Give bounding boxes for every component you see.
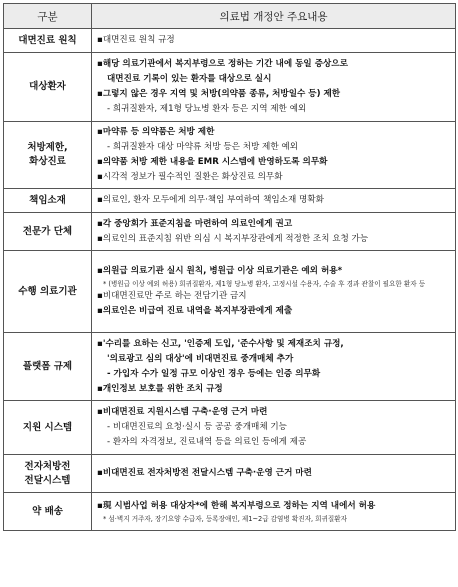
row-content (92, 213, 456, 251)
table-row (4, 213, 456, 251)
content-line: - 가입자 수가 일정 규모 이상인 경우 등에는 인증 의무화 (107, 368, 321, 379)
row-content (92, 333, 456, 401)
content-line: ▪대면진료 원칙 규정 (97, 35, 175, 45)
content-line: - 희귀질환자, 제1형 당뇨병 환자 등은 지역 제한 예외 (107, 104, 307, 114)
content-line: '의료광고 심의 대상'에 비대면진료 중개매체 추가 (107, 353, 294, 364)
row-category: 책임소재 (4, 189, 92, 213)
table-row (4, 122, 456, 189)
content-line: ▪現 시범사업 허용 대상자*에 한해 복지부령으로 정하는 지역 내에서 허용 (97, 501, 376, 511)
table-row (4, 333, 456, 401)
content-line: ▪의원급 의료기관 실시 원칙, 병원급 이상 의료기관은 예외 허용* (97, 266, 343, 276)
row-content (92, 53, 456, 122)
content-line: - 희귀질환자 대상 마약류 처방 등은 처방 제한 예외 (107, 142, 298, 152)
row-content (92, 455, 456, 493)
row-content (92, 251, 456, 333)
table-row (4, 251, 456, 333)
table-row (4, 455, 456, 493)
header-content: 의료법 개정안 주요내용 (92, 4, 456, 29)
row-category: 수행 의료기관 (4, 251, 92, 333)
content-line: ▪의료인, 환자 모두에게 의무·책임 부여하여 책임소재 명확화 (97, 195, 324, 205)
row-content (92, 493, 456, 531)
content-line: ▪비대면진료 지원시스템 구축·운영 근거 마련 (97, 407, 268, 417)
row-category: 지원 시스템 (4, 401, 92, 455)
content-line: ▪비대면진료 전자처방전 전달시스템 구축·운영 근거 마련 (97, 468, 312, 478)
content-line: - 비대면진료의 요청·실시 등 공공 중개매체 기능 (107, 422, 287, 432)
row-category: 대상환자 (4, 53, 92, 122)
law-summary-table (3, 3, 456, 531)
footnote-line: * (병원급 이상 예외 허용) 희귀질환자, 제1형 당뇨병 환자, 고정시설 수용자, 수술 후 경과 관찰이 필요한 환자 등 (103, 280, 426, 288)
content-line: ▪각 중앙회가 표준지침을 마련하여 의료인에게 권고 (97, 218, 293, 229)
content-line: ▪의약품 처방 제한 내용을 EMR 시스템에 반영하도록 의무화 (97, 157, 328, 167)
footnote-line: * 섬·벽지 거주자, 장기요양 수급자, 등록장애인, 제1~2급 감염병 확진자, 희귀질환자 (103, 515, 348, 523)
table-row (4, 189, 456, 213)
content-line: ▪'수리를 요하는 신고, '인증제 도입, '준수사항 및 제재조치 규정, (97, 338, 344, 349)
row-category: 플랫폼 규제 (4, 333, 92, 401)
content-line: ▪의료인의 표준지침 위반 의심 시 복지부장관에게 적정한 조치 요청 가능 (97, 233, 369, 244)
row-category: 처방제한, 화상진료 (4, 122, 92, 189)
row-category: 전문가 단체 (4, 213, 92, 251)
header-category: 구분 (4, 4, 92, 29)
content-line: 대면진료 기록이 있는 환자를 대상으로 실시 (107, 74, 272, 84)
content-line: ▪개인정보 보호를 위한 조치 규정 (97, 383, 223, 394)
content-line: ▪해당 의료기관에서 복지부령으로 정하는 기간 내에 동일 증상으로 (97, 59, 348, 69)
row-content (92, 401, 456, 455)
table-header-row (4, 4, 456, 29)
table-row (4, 401, 456, 455)
table-row (4, 29, 456, 53)
content-line: ▪비대면진료만 주로 하는 전담기관 금지 (97, 291, 247, 301)
row-category: 전자처방전 전달시스템 (4, 455, 92, 493)
row-category: 대면진료 원칙 (4, 29, 92, 53)
row-content (92, 122, 456, 189)
row-content (92, 189, 456, 213)
content-line: ▪시각적 정보가 필수적인 질환은 화상진료 의무화 (97, 172, 283, 182)
content-line: - 환자의 자격정보, 진료내역 등을 의료인 등에게 제공 (107, 437, 307, 447)
content-line: ▪마약류 등 의약품은 처방 제한 (97, 127, 215, 137)
row-content (92, 29, 456, 53)
table-row (4, 53, 456, 122)
content-line: ▪그렇지 않은 경우 지역 및 처방(의약품 종류, 처방일수 등) 제한 (97, 89, 341, 99)
row-category: 약 배송 (4, 493, 92, 531)
table-row (4, 493, 456, 531)
content-line: ▪의료인은 비급여 진료 내역을 복지부장관에게 제출 (97, 306, 293, 316)
